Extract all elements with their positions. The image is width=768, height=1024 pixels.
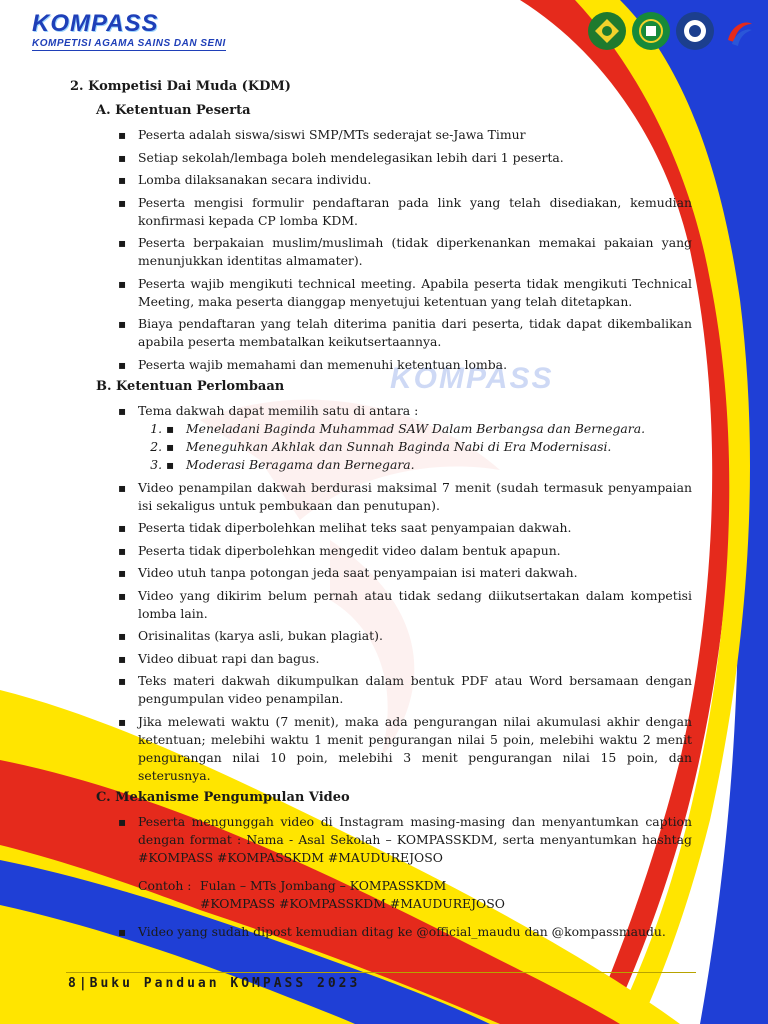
watermark: KOMPASS xyxy=(390,362,554,395)
district-emblem-icon xyxy=(676,12,714,50)
list-item: ▪ Peserta tidak diperbolehkan melihat teks saat penyampaian dakwah. xyxy=(118,519,692,537)
event-logo-icon xyxy=(720,12,758,50)
list-item: ▪ Video dibuat rapi dan bagus. xyxy=(118,650,692,668)
theme-item: ▪ 2. Meneguhkan Akhlak dan Sunnah Baginda Nabi di Era Modernisasi. xyxy=(166,438,692,456)
list-item: ▪ Teks materi dakwah dikumpulkan dalam bentuk PDF atau Word bersamaan dengan pengumpulan video penampilan. xyxy=(118,672,692,708)
list-item: ▪ Peserta berpakaian muslim/muslimah (tidak diperkenankan memakai pakaian yang menunjukkan identitas almamater). xyxy=(118,234,692,270)
list-item: ▪ Video yang dikirim belum pernah atau tidak sedang diikutsertakan dalam kompetisi lomba lain. xyxy=(118,587,692,623)
mekanisme-list xyxy=(70,813,692,867)
contoh-label: Contoh : xyxy=(138,878,192,893)
brand-title: KOMPASS xyxy=(32,10,159,37)
list-item: ▪ Video utuh tanpa potongan jeda saat penyampaian isi materi dakwah. xyxy=(118,564,692,582)
contoh-line: Fulan – MTs Jombang – KOMPASSKDM xyxy=(200,878,447,893)
subsection-b-title: B. Ketentuan Perlombaan xyxy=(96,379,285,394)
list-item: ▪ Video penampilan dakwah berdurasi maksimal 7 menit (sudah termasuk penyampaian isi sekaligus untuk pembukaan dan penutupan). xyxy=(118,479,692,515)
brand-subtitle: KOMPETISI AGAMA SAINS DAN SENI xyxy=(32,38,226,49)
list-item: ▪ Peserta adalah siswa/siswi SMP/MTs sederajat se-Jawa Timur xyxy=(118,126,692,144)
contoh-line: #KOMPASS #KOMPASSKDM #MAUDUREJOSO xyxy=(200,896,505,911)
list-item: ▪ Setiap sekolah/lembaga boleh mendelegasikan lebih dari 1 peserta. xyxy=(118,149,692,167)
ketentuan-peserta-list xyxy=(70,126,692,374)
theme-intro: Tema dakwah dapat memilih satu di antara : xyxy=(138,403,419,418)
kompass-logo xyxy=(32,10,226,51)
list-item: ▪ Biaya pendaftaran yang telah diterima panitia dari peserta, tidak dapat dikembalikan apabila peserta membatalkan keikutsertaannya. xyxy=(118,315,692,351)
document-body xyxy=(70,78,692,946)
list-item: ▪ Peserta mengunggah video di Instagram masing-masing dan menyantumkan caption dengan format : Nama - Asal Sekolah – KOMPASSKDM, serta menyantumkan hashtag #KOMPASS #KOMPASSKDM #MAUDUREJOSO xyxy=(118,813,692,867)
contoh-example xyxy=(138,877,692,913)
list-item: ▪ Lomba dilaksanakan secara individu. xyxy=(118,171,692,189)
subsection-a-title: A. Ketentuan Peserta xyxy=(96,103,251,118)
list-item: ▪ Jika melewati waktu (7 menit), maka ada pengurangan nilai akumulasi akhir dengan ketentuan; melebihi waktu 1 menit pengurangan nilai 5 poin, melebihi waktu 2 menit pengurangan nilai 10 poin, melebihi 3 menit pengurangan nilai 15 poin, dan seterusnya. xyxy=(118,713,692,785)
list-item-themes xyxy=(118,402,692,474)
section-title: 2. Kompetisi Dai Muda (KDM) xyxy=(70,79,291,94)
list-item: ▪ Peserta mengisi formulir pendaftaran pada link yang telah disediakan, kemudian konfirmasi kepada CP lomba KDM. xyxy=(118,194,692,230)
ketentuan-perlombaan-list xyxy=(70,402,692,785)
mekanisme-list-2 xyxy=(70,923,692,941)
list-item: ▪ Peserta wajib mengikuti technical meeting. Apabila peserta tidak mengikuti Technical Meeting, maka peserta dianggap menyetujui ketentuan yang telah ditetapkan. xyxy=(118,275,692,311)
page-footer: 8|Buku Panduan KOMPASS 2023 xyxy=(68,976,361,991)
school-emblem-icon xyxy=(632,12,670,50)
theme-item: ▪ 1. Meneladani Baginda Muhammad SAW Dalam Berbangsa dan Bernegara. xyxy=(166,420,692,438)
madrasah-emblem-icon xyxy=(588,12,626,50)
list-item: ▪ Video yang sudah dipost kemudian ditag ke @official_maudu dan @kompassmaudu. xyxy=(118,923,692,941)
subsection-c-title: C. Mekanisme Pengumpulan Video xyxy=(96,790,350,805)
list-item: ▪ Peserta wajib memahami dan memenuhi ketentuan lomba. xyxy=(118,356,692,374)
list-item: ▪ Orisinalitas (karya asli, bukan plagiat). xyxy=(118,627,692,645)
theme-list xyxy=(138,420,692,474)
theme-item: ▪ 3. Moderasi Beragama dan Bernegara. xyxy=(166,456,692,474)
footer-divider xyxy=(66,972,696,973)
list-item: ▪ Peserta tidak diperbolehkan mengedit video dalam bentuk apapun. xyxy=(118,542,692,560)
header-emblems xyxy=(588,12,758,50)
